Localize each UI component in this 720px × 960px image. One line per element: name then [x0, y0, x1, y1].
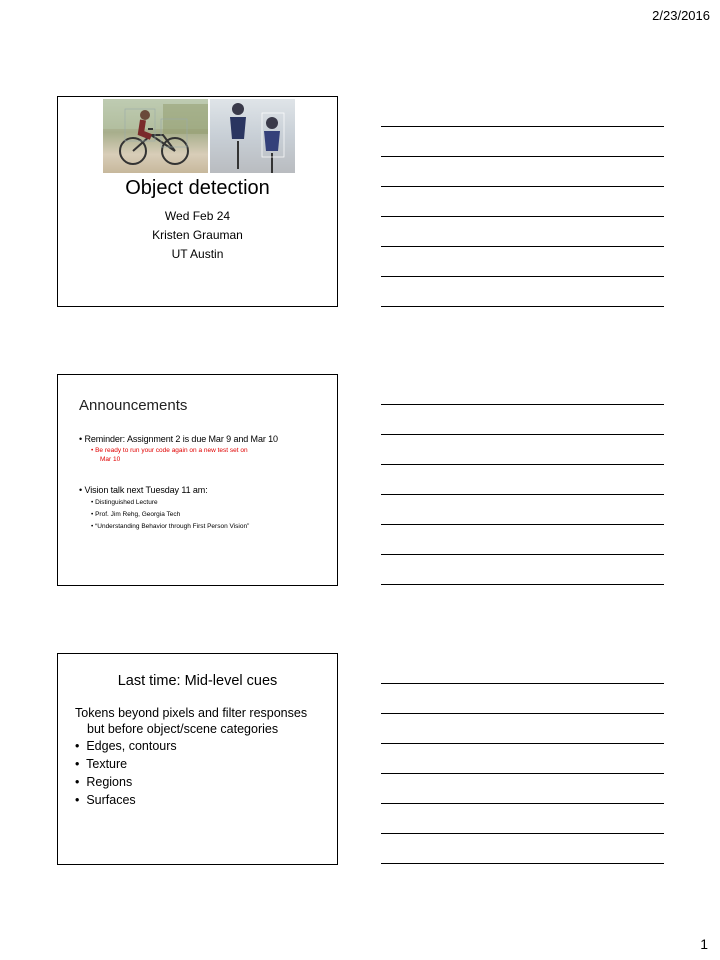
bullet-item [75, 739, 177, 753]
note-line [381, 306, 664, 307]
note-line [381, 683, 664, 684]
bullet-text: Texture [86, 757, 128, 771]
slide-title: Announcements [79, 397, 188, 414]
page-number: 1 [700, 936, 708, 952]
note-line [381, 156, 664, 157]
bullet-icon: • [75, 775, 80, 789]
note-line [381, 863, 664, 864]
sub-bullet-continuation: Mar 10 [100, 456, 121, 463]
sub-bullet-item [91, 499, 158, 506]
note-line [381, 833, 664, 834]
bullet-item [79, 485, 208, 495]
bullet-icon: • [75, 739, 80, 753]
bullet-icon: • [79, 434, 83, 444]
slide-mid-level-cues [57, 653, 338, 865]
note-line [381, 126, 664, 127]
bullet-icon: • [91, 523, 94, 530]
note-line [381, 554, 664, 555]
note-line [381, 186, 664, 187]
sub-bullet-text: Be ready to run your code again on a new test set on [95, 447, 248, 454]
note-line [381, 276, 664, 277]
bullet-icon: • [91, 499, 94, 506]
institution: UT Austin [171, 247, 224, 261]
sub-bullet-text: Prof. Jim Rehg, Georgia Tech [95, 511, 181, 518]
slide-object-detection [57, 96, 338, 307]
bullet-icon: • [91, 511, 94, 518]
sub-bullet-item [91, 523, 249, 530]
bullet-icon: • [91, 447, 94, 454]
slide-title: Last time: Mid-level cues [117, 673, 278, 689]
sub-bullet-text: “Understanding Behavior through First Person Vision” [95, 523, 250, 530]
sub-bullet-item [91, 447, 248, 454]
note-line [381, 524, 664, 525]
bullet-item [79, 434, 278, 444]
cyclists-photo [210, 99, 295, 173]
note-line [381, 713, 664, 714]
bullet-item [75, 757, 127, 771]
note-line [381, 246, 664, 247]
bullet-text: Edges, contours [86, 739, 177, 753]
lecture-date: Wed Feb 24 [164, 209, 231, 223]
bullet-text: Reminder: Assignment 2 is due Mar 9 and Mar 10 [84, 434, 278, 444]
bicycle-photo [103, 99, 208, 173]
cyclist-photos [103, 99, 295, 173]
note-line [381, 404, 664, 405]
note-line [381, 803, 664, 804]
bullet-icon: • [75, 793, 80, 807]
bullet-item [75, 793, 136, 807]
intro-text: Tokens beyond pixels and filter responses [75, 706, 308, 720]
note-line [381, 464, 664, 465]
lecturer-name: Kristen Grauman [152, 228, 243, 242]
bullet-text: Vision talk next Tuesday 11 am: [84, 485, 208, 495]
bullet-icon: • [75, 757, 80, 771]
note-line [381, 434, 664, 435]
bullet-text: Surfaces [86, 793, 136, 807]
note-line [381, 773, 664, 774]
slide-title: Object detection [125, 177, 270, 199]
bullet-item [75, 775, 132, 789]
note-line [381, 743, 664, 744]
note-line [381, 216, 664, 217]
sub-bullet-item [91, 511, 180, 518]
note-line [381, 494, 664, 495]
sub-bullet-text: Distinguished Lecture [95, 499, 158, 506]
intro-text-continuation: but before object/scene categories [87, 722, 279, 736]
bullet-icon: • [79, 485, 83, 495]
slide-announcements [57, 374, 338, 586]
bullet-text: Regions [86, 775, 133, 789]
page-date: 2/23/2016 [652, 8, 710, 23]
note-line [381, 584, 664, 585]
